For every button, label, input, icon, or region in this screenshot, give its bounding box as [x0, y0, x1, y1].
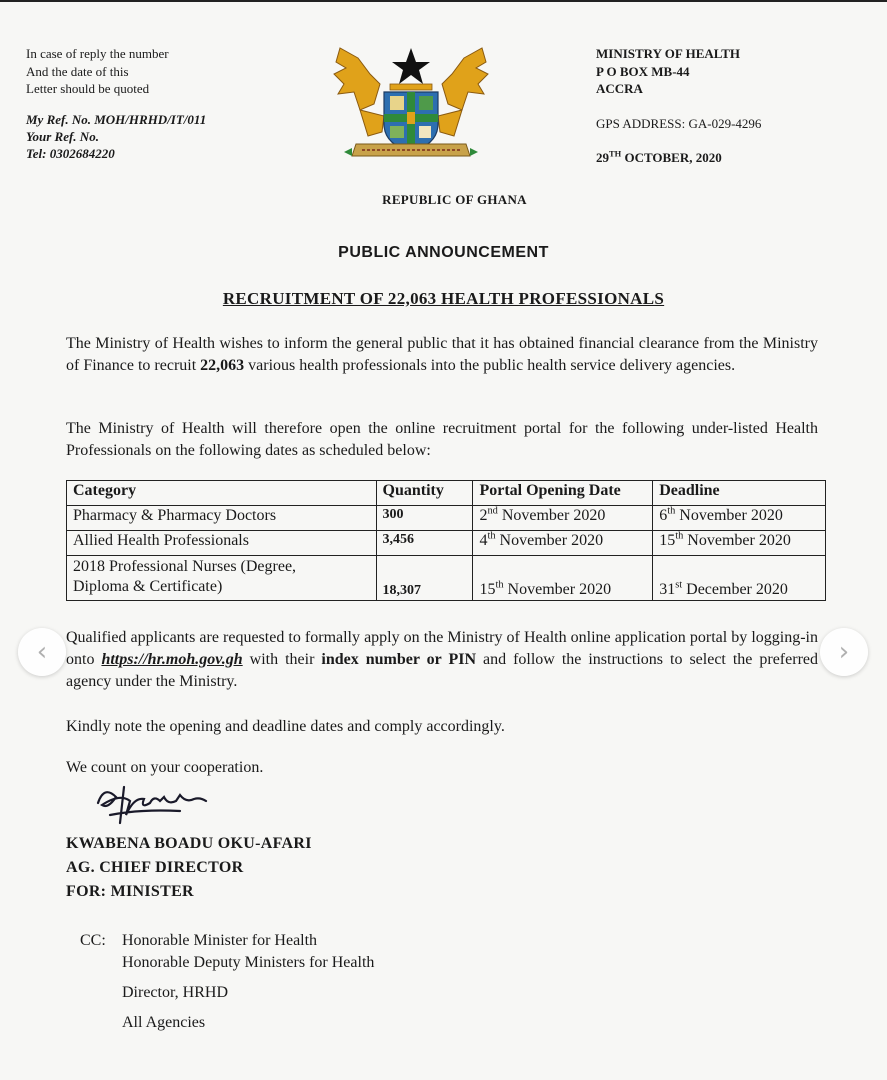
po-box: P O BOX MB-44: [596, 63, 690, 79]
reply-line-1: In case of reply the number: [26, 46, 169, 61]
header-deadline: Deadline: [653, 481, 826, 506]
cell-quantity: 300: [376, 506, 473, 531]
reply-line-3: Letter should be quoted: [26, 81, 150, 96]
headline: RECRUITMENT OF 22,063 HEALTH PROFESSIONALS: [222, 289, 665, 308]
coat-of-arms-icon: [330, 40, 492, 170]
shield: [384, 92, 438, 152]
next-image-button[interactable]: [820, 628, 868, 676]
cell-deadline: 6th November 2020: [653, 506, 826, 531]
gps-address: GPS ADDRESS: GA-029-4296: [596, 115, 762, 131]
table-row: [67, 556, 826, 601]
cell-opening-date: 15th November 2020: [473, 556, 653, 601]
header-opening-date: Portal Opening Date: [473, 481, 653, 506]
cell-quantity: 18,307: [376, 556, 473, 601]
cell-category: 2018 Professional Nurses (Degree, Diploma & Certificate): [67, 556, 377, 601]
ministry-name: MINISTRY OF HEALTH: [596, 46, 741, 61]
recruitment-table: [66, 480, 826, 601]
header-category: Category: [67, 481, 377, 506]
cc-item: Honorable Deputy Ministers for Health: [122, 954, 375, 971]
left-eagle: [334, 48, 384, 136]
previous-image-button[interactable]: [18, 628, 66, 676]
table-header-row: [67, 481, 826, 506]
announcement-title: PUBLIC ANNOUNCEMENT: [338, 244, 549, 261]
paragraph-apply: Qualified applicants are requested to formally apply on the Ministry of Health online application portal by logging-in onto https://hr.moh.gov.gh with their index number or PIN and follow the instructions to select the preferred agency under the Ministry.: [66, 629, 818, 690]
right-eagle: [438, 48, 488, 136]
cell-opening-date: 2nd November 2020: [473, 506, 653, 531]
my-ref: My Ref. No. MOH/HRHD/IT/011: [26, 111, 207, 127]
cc-item: Director, HRHD: [122, 984, 228, 1001]
ministry-address-block: [596, 45, 761, 167]
cc-list: [80, 930, 374, 1034]
letter-date: 29TH OCTOBER, 2020: [596, 148, 722, 165]
cc-item: Honorable Minister for Health: [122, 932, 318, 949]
cell-category: Pharmacy & Pharmacy Doctors: [67, 506, 377, 531]
chevron-left-icon: ‹: [36, 637, 48, 667]
table-row: [67, 506, 826, 531]
cell-category: Allied Health Professionals: [67, 531, 377, 556]
reply-line-2: And the date of this: [26, 63, 129, 79]
cell-deadline: 15th November 2020: [653, 531, 826, 556]
paragraph-intro: The Ministry of Health wishes to inform the general public that it has obtained financial clearance from the Ministry of Finance to recruit 22,063 various health professionals into the public health service delivery agencies.: [66, 335, 818, 374]
signatory-block: [66, 832, 312, 904]
cell-opening-date: 4th November 2020: [473, 531, 653, 556]
top-border: [0, 0, 887, 2]
cc-label: CC:: [80, 932, 106, 949]
reply-reference-block: [26, 45, 206, 162]
city: ACCRA: [596, 81, 643, 96]
chevron-right-icon: ›: [838, 637, 850, 667]
signatory-name: KWABENA BOADU OKU-AFARI: [66, 835, 312, 852]
telephone: Tel: 0302684220: [26, 145, 115, 161]
paragraph-cooperation: We count on your cooperation.: [66, 759, 264, 776]
your-ref: Your Ref. No.: [26, 128, 99, 144]
reference-numbers: [26, 111, 206, 162]
table-row: [67, 531, 826, 556]
signature-icon: [90, 775, 230, 835]
cell-quantity: 3,456: [376, 531, 473, 556]
signatory-for: FOR: MINISTER: [66, 883, 194, 900]
signatory-title: AG. CHIEF DIRECTOR: [66, 859, 244, 876]
republic-label: REPUBLIC OF GHANA: [382, 192, 527, 207]
black-star: [392, 48, 430, 84]
portal-link[interactable]: https://hr.moh.gov.gh: [101, 651, 243, 668]
cc-item: All Agencies: [122, 1014, 206, 1031]
paragraph-note: Kindly note the opening and deadline dates and comply accordingly.: [66, 718, 505, 735]
header-quantity: Quantity: [376, 481, 473, 506]
cell-deadline: 31st December 2020: [653, 556, 826, 601]
paragraph-schedule: The Ministry of Health will therefore open the online recruitment portal for the following under-listed Health Professionals on the following dates as scheduled below:: [66, 420, 818, 459]
